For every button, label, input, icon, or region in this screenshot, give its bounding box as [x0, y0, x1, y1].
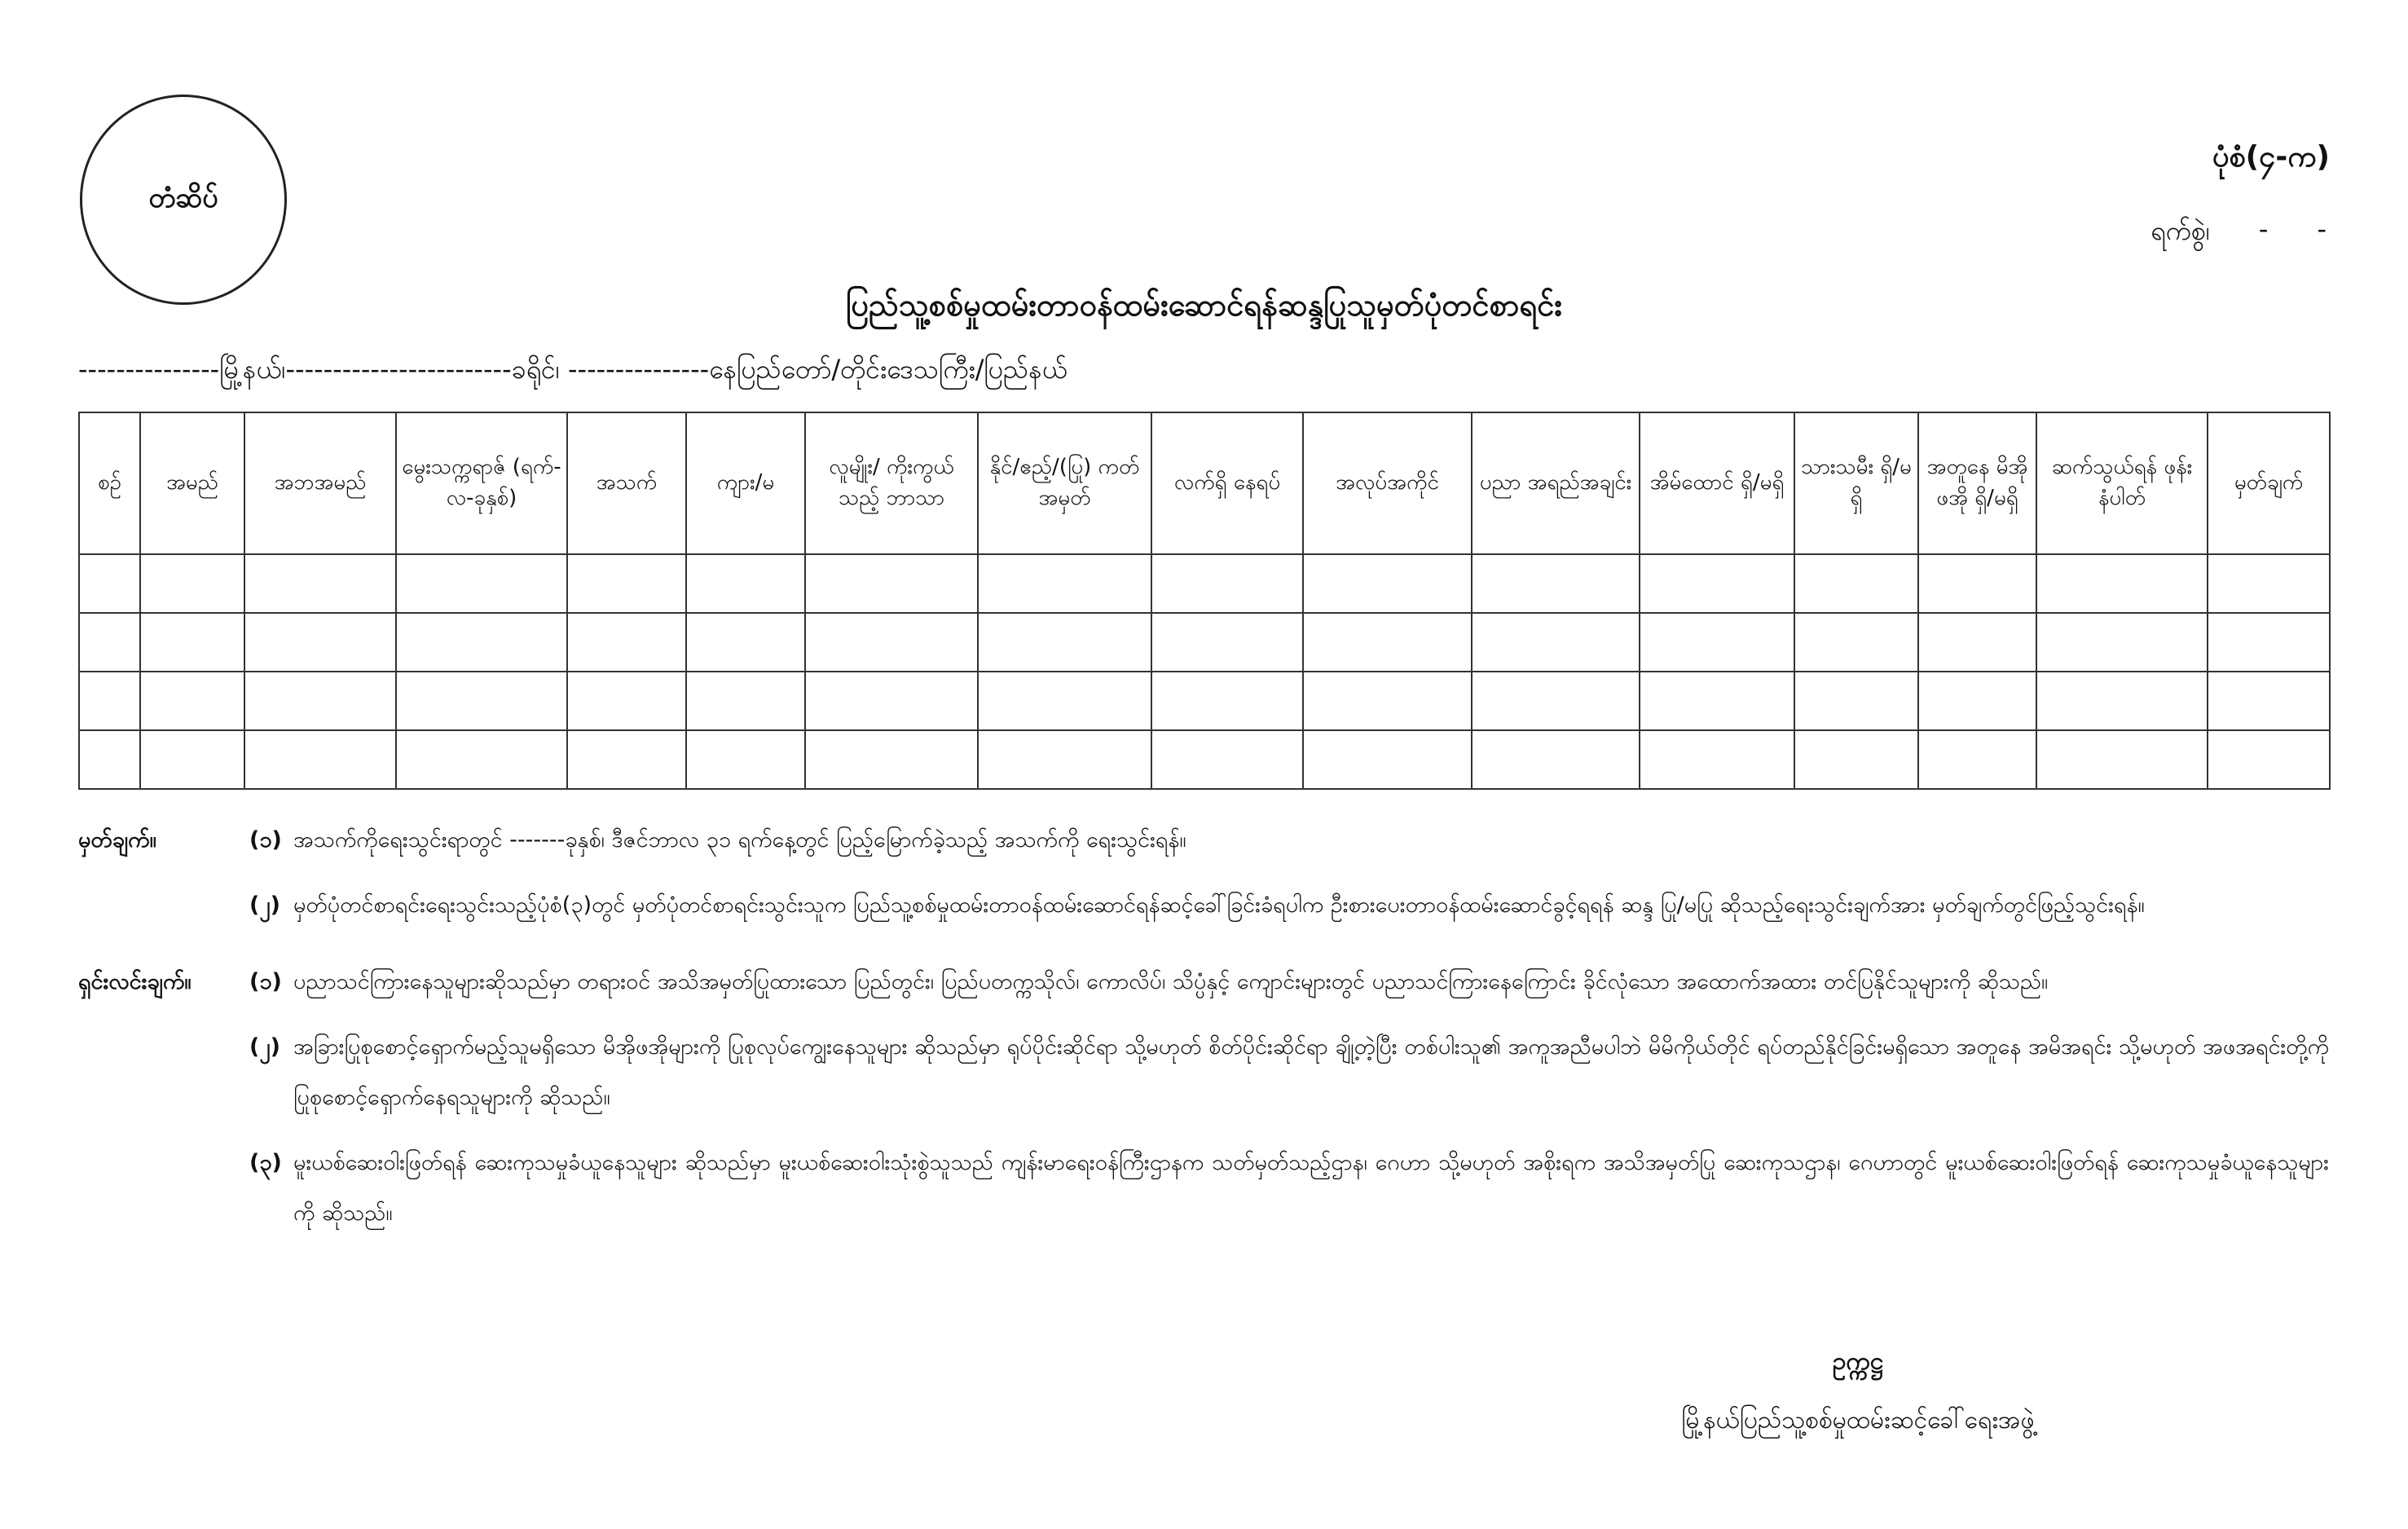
table-cell	[1640, 613, 1794, 672]
table-cell	[567, 613, 686, 672]
table-cell	[1151, 730, 1303, 789]
registration-table	[78, 412, 2331, 790]
table-cell	[1794, 730, 1918, 789]
explanations-label: ရှင်းလင်းချက်။	[78, 969, 191, 994]
column-header: လူမျိုး/ ကိုးကွယ်သည့် ဘာသာ	[805, 412, 978, 554]
remark-text: အသက်ကိုရေးသွင်းရာတွင် -------ခုနှစ်၊ ဒီဇင်ဘာလ ၃၁ ရက်နေ့တွင် ပြည့်မြောက်ခဲ့သည့် အသက်ကို ရေးသွင်းရန်။	[293, 827, 1186, 853]
table-cell	[1472, 554, 1640, 613]
table-cell	[1794, 613, 1918, 672]
table-cell	[1640, 554, 1794, 613]
table-cell	[686, 613, 805, 672]
explanation-text: အခြားပြုစုစောင့်ရှောက်မည့်သူမရှိသော မိအိုဖအိုများကို ပြုစုလုပ်ကျွေးနေသူများ ဆိုသည်မှာ ရုပ်ပိုင်းဆိုင်ရာ သို့မဟုတ် စိတ်ပိုင်းဆိုင်ရာ ချို့တဲ့ပြီး တစ်ပါးသူ၏ အကူအညီမပါဘဲ မိမိကိုယ်တိုင် ရပ်တည်နိုင်ခြင်းမရှိသော အတူနေ အမိအရင်း သို့မဟုတ် အဖအရင်းတို့ကို ပြုစုစောင့်ရှောက်နေရသူများကို ဆိုသည်။	[293, 1034, 2329, 1110]
location-line: ---------------မြို့နယ်၊------------------------ခရိုင်၊ ---------------နေပြည်တော်/တိုင်းဒေသကြီး/ပြည်နယ်	[78, 354, 1068, 385]
table-cell	[567, 730, 686, 789]
signature-role: ဥက္ကဋ္ဌ	[1832, 1347, 1884, 1376]
remark-text: မှတ်ပုံတင်စာရင်းရေးသွင်းသည့်ပုံစံ(၃)တွင် မှတ်ပုံတင်စာရင်းသွင်းသူက ပြည်သူ့စစ်မှုထမ်းတာဝန်ထမ်းဆောင်ရန်ဆင့်ခေါ်ခြင်းခံရပါက ဦးစားပေးတာဝန်ထမ်းဆောင်ခွင့်ရရန် ဆန္ဒ ပြု/မပြု ဆိုသည့်ရေးသွင်းချက်အား မှတ်ချက်တွင်ဖြည့်သွင်းရန်။	[293, 892, 2145, 918]
table-cell	[567, 554, 686, 613]
table-cell	[1472, 613, 1640, 672]
column-header: ဆက်သွယ်ရန် ဖုန်းနံပါတ်	[2036, 412, 2208, 554]
table-cell	[1794, 672, 1918, 730]
table-cell	[1472, 672, 1640, 730]
table-row	[79, 730, 2330, 789]
table-cell	[805, 672, 978, 730]
column-header: နိုင်/ဧည့်/(ပြု) ကတ်အမှတ်	[978, 412, 1151, 554]
explanation-number: (၃)	[249, 1150, 282, 1175]
column-header: အတူနေ မိအိုဖအို ရှိ/မရှိ	[1918, 412, 2036, 554]
table-cell	[1794, 554, 1918, 613]
remarks-block	[78, 815, 2329, 945]
table-cell	[1303, 730, 1472, 789]
explanation-text: ပညာသင်ကြားနေသူများဆိုသည်မှာ တရားဝင် အသိအမှတ်ပြုထားသော ပြည်တွင်း၊ ပြည်ပတက္ကသိုလ်၊ ကောလိပ်၊ သိပ္ပံနှင့် ကျောင်းများတွင် ပညာသင်ကြားနေကြောင်း ခိုင်လုံသော အထောက်အထား တင်ပြနိုင်သူများကို ဆိုသည်။	[293, 969, 2049, 994]
table-row	[79, 613, 2330, 672]
table-cell	[1303, 613, 1472, 672]
table-cell	[1151, 554, 1303, 613]
table-cell	[1472, 730, 1640, 789]
explanation-item	[249, 1022, 2329, 1123]
column-header: အမည်	[140, 412, 244, 554]
explanation-item	[249, 957, 2329, 1007]
table-cell	[244, 613, 396, 672]
table-row	[79, 554, 2330, 613]
column-header: ကျား/မ	[686, 412, 805, 554]
table-cell	[2208, 554, 2330, 613]
seal-circle	[80, 95, 287, 305]
column-header: စဉ်	[79, 412, 140, 554]
table-cell	[140, 730, 244, 789]
table-cell	[79, 730, 140, 789]
table-cell	[396, 672, 567, 730]
page-title: ပြည်သူ့စစ်မှုထမ်းတာဝန်ထမ်းဆောင်ရန်ဆန္ဒပြုသူမှတ်ပုံတင်စာရင်း	[845, 287, 1563, 323]
column-header: သားသမီး ရှိ/မရှိ	[1794, 412, 1918, 554]
table-cell	[244, 730, 396, 789]
remarks-label: မှတ်ချက်။	[78, 827, 156, 853]
date-dash-1: -	[2258, 214, 2269, 245]
table-cell	[140, 613, 244, 672]
table-cell	[244, 672, 396, 730]
form-number: ပုံစံ(၄-က)	[2212, 140, 2330, 174]
remark-item	[249, 815, 2329, 866]
remark-number: (၂)	[249, 892, 280, 918]
table-cell	[2036, 613, 2208, 672]
table-cell	[2208, 730, 2330, 789]
table-cell	[79, 554, 140, 613]
table-cell	[1640, 672, 1794, 730]
table-cell	[1918, 554, 2036, 613]
table-cell	[978, 554, 1151, 613]
explanations-block	[78, 957, 2329, 1254]
table-cell	[1151, 672, 1303, 730]
table-cell	[2208, 613, 2330, 672]
seal-label: တံဆိပ်	[148, 181, 218, 214]
table-cell	[1918, 730, 2036, 789]
table-cell	[244, 554, 396, 613]
table-cell	[1303, 672, 1472, 730]
table-cell	[2208, 672, 2330, 730]
table-cell	[805, 730, 978, 789]
table-cell	[79, 672, 140, 730]
table-cell	[140, 554, 244, 613]
column-header: မွေးသက္ကရာဇ် (ရက်-လ-ခုနှစ်)	[396, 412, 567, 554]
table-cell	[140, 672, 244, 730]
table-cell	[978, 730, 1151, 789]
table-cell	[79, 613, 140, 672]
table-cell	[2036, 730, 2208, 789]
date-label: ရက်စွဲ၊	[2150, 215, 2210, 246]
signature-organization: မြို့နယ်ပြည်သူ့စစ်မှုထမ်းဆင့်ခေါ်ရေးအဖွဲ့	[1681, 1406, 2035, 1434]
table-cell	[1151, 613, 1303, 672]
table-cell	[978, 613, 1151, 672]
column-header: အဘအမည်	[244, 412, 396, 554]
table-cell	[396, 554, 567, 613]
table-header-row	[79, 412, 2330, 554]
table-cell	[805, 554, 978, 613]
table-cell	[686, 554, 805, 613]
date-dash-2: -	[2317, 214, 2327, 245]
table-row	[79, 672, 2330, 730]
column-header: အလုပ်အကိုင်	[1303, 412, 1472, 554]
date-row	[2150, 214, 2327, 253]
table-cell	[2036, 554, 2208, 613]
table-cell	[1918, 672, 2036, 730]
table-cell	[686, 730, 805, 789]
table-cell	[1918, 613, 2036, 672]
column-header: အိမ်ထောင် ရှိ/မရှိ	[1640, 412, 1794, 554]
column-header: ပညာ အရည်အချင်း	[1472, 412, 1640, 554]
table-cell	[686, 672, 805, 730]
explanation-number: (၂)	[249, 1034, 280, 1060]
remark-number: (၁)	[249, 827, 282, 853]
table-cell	[978, 672, 1151, 730]
explanation-text: မူးယစ်ဆေးဝါးဖြတ်ရန် ဆေးကုသမှုခံယူနေသူများ ဆိုသည်မှာ မူးယစ်ဆေးဝါးသုံးစွဲသူသည် ကျန်းမာရေးဝန်ကြီးဌာနက သတ်မှတ်သည့်ဌာန၊ ဂေဟာ သို့မဟုတ် အစိုးရက အသိအမှတ်ပြု ဆေးကုသဌာန၊ ဂေဟာတွင် မူးယစ်ဆေးဝါးဖြတ်ရန် ဆေးကုသမှုခံယူနေသူများကို ဆိုသည်။	[293, 1150, 2329, 1226]
table-cell	[396, 613, 567, 672]
table-cell	[1303, 554, 1472, 613]
table-cell	[1640, 730, 1794, 789]
table-cell	[2036, 672, 2208, 730]
table-cell	[805, 613, 978, 672]
explanation-item	[249, 1138, 2329, 1239]
column-header: လက်ရှိ နေရပ်	[1151, 412, 1303, 554]
table-cell	[567, 672, 686, 730]
table-body	[79, 554, 2330, 789]
table-cell	[396, 730, 567, 789]
explanation-number: (၁)	[249, 969, 282, 994]
column-header: အသက်	[567, 412, 686, 554]
notes-section	[78, 815, 2329, 1265]
column-header: မှတ်ချက်	[2208, 412, 2330, 554]
remark-item	[249, 880, 2329, 931]
